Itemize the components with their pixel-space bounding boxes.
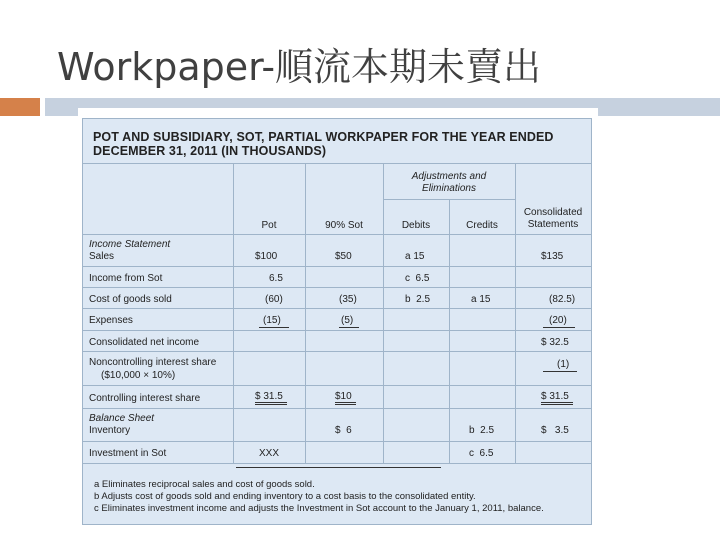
slide-title: Workpaper-順流本期未賣出	[57, 45, 542, 89]
cell-cogs-sot: (35)	[339, 294, 357, 305]
section-balance-sheet: Balance Sheet	[89, 413, 155, 424]
row-label-consolidated-net-income: Consolidated net income	[89, 337, 200, 348]
grid-line	[83, 463, 591, 464]
grid-line	[449, 199, 450, 463]
cell-sales-pot: $100	[255, 251, 278, 262]
table-title-line2: DECEMBER 31, 2011 (IN THOUSANDS)	[93, 144, 327, 158]
header-adjustments	[383, 171, 515, 195]
cell-expenses-pot: (15)	[259, 315, 289, 328]
footnote-separator	[236, 467, 441, 468]
footnote-a: a Eliminates reciprocal sales and cost of goods sold.	[94, 479, 315, 490]
row-label-sales: Sales	[89, 251, 115, 262]
row-label-investment-in-sot: Investment in Sot	[89, 448, 167, 459]
header-debits: Debits	[401, 220, 431, 231]
header-consolidated	[515, 207, 591, 231]
row-label-nci-line1: Noncontrolling interest share	[89, 357, 217, 368]
cell-consolidated-net-income-consolidated: $ 32.5	[541, 337, 569, 348]
row-label-cogs: Cost of goods sold	[89, 294, 172, 305]
cell-inventory-consolidated: $ 3.5	[541, 425, 569, 436]
cell-sales-sot: $50	[335, 251, 352, 262]
cell-controlling-share-consolidated: $ 31.5	[541, 391, 573, 405]
grid-line	[233, 163, 234, 463]
cell-cogs-consolidated: (82.5)	[549, 294, 576, 305]
cell-expenses-consolidated: (20)	[543, 315, 575, 328]
row-label-controlling-share: Controlling interest share	[89, 393, 201, 404]
cell-controlling-share-pot: $ 31.5	[255, 391, 287, 405]
cell-cogs-debits: b 2.5	[405, 294, 431, 305]
row-label-inventory: Inventory	[89, 425, 131, 436]
header-sot: 90% Sot	[325, 220, 363, 231]
cell-cogs-pot: (60)	[265, 294, 283, 305]
grid-line	[305, 163, 306, 463]
footnote-c: c Eliminates investment income and adjusts the Investment in Sot account to the January 1, 2011, balance.	[94, 503, 544, 514]
header-adjustments-line2: Eliminations	[422, 183, 476, 194]
cell-expenses-sot: (5)	[339, 315, 359, 328]
workpaper-panel	[82, 118, 592, 525]
grid-line	[383, 163, 384, 463]
cell-investment-in-sot-pot: XXX	[259, 448, 280, 459]
table-title	[93, 130, 554, 158]
cell-income-from-sot-debits: c 6.5	[405, 273, 430, 284]
row-label-expenses: Expenses	[89, 315, 133, 326]
cell-income-from-sot-pot: 6.5	[269, 273, 283, 284]
table-title-line1: POT AND SUBSIDIARY, SOT, PARTIAL WORKPAPER FOR THE YEAR ENDED	[93, 130, 554, 144]
cell-controlling-share-sot: $10	[335, 391, 356, 405]
workpaper-table-image	[78, 108, 598, 529]
header-pot: Pot	[261, 220, 277, 231]
row-label-nci-line2: ($10,000 × 10%)	[101, 370, 176, 381]
header-credits: Credits	[466, 220, 498, 231]
cell-nci-consolidated: (1)	[543, 359, 577, 372]
header-adjustments-line1: Adjustments and	[411, 171, 487, 182]
accent-bar-orange	[0, 98, 40, 116]
cell-inventory-sot: $ 6	[335, 425, 352, 436]
cell-sales-debits: a 15	[405, 251, 425, 262]
footnote-b: b Adjusts cost of goods sold and ending inventory to a cost basis to the consolidated entity.	[94, 491, 476, 502]
cell-cogs-credits: a 15	[471, 294, 491, 305]
row-label-income-from-sot: Income from Sot	[89, 273, 163, 284]
header-consolidated-line1: Consolidated	[523, 207, 583, 218]
cell-investment-in-sot-credits: c 6.5	[469, 448, 494, 459]
section-income-statement: Income Statement	[89, 239, 171, 250]
cell-sales-consolidated: $135	[541, 251, 564, 262]
header-consolidated-line2: Statements	[527, 219, 579, 230]
cell-inventory-credits: b 2.5	[469, 425, 495, 436]
